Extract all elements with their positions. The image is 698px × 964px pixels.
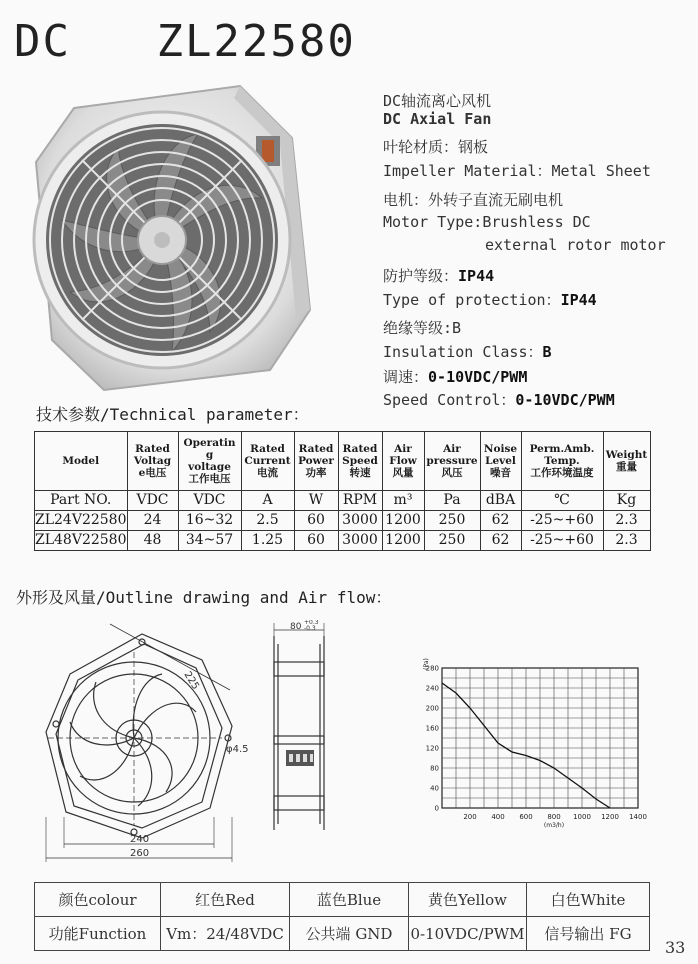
product-title: DC ZL22580 bbox=[14, 16, 356, 67]
unit-cell: m³ bbox=[382, 491, 424, 511]
table-cell: -25~+60 bbox=[521, 531, 603, 551]
outline-heading: 外形及风量/Outline drawing and Air flow： bbox=[16, 588, 392, 607]
speed-en-label: Speed Control： bbox=[383, 391, 516, 409]
header-cell bbox=[294, 432, 338, 491]
header-line: Temp. bbox=[544, 454, 580, 467]
y-tick-label: 80 bbox=[430, 764, 439, 773]
table-cell: 62 bbox=[480, 531, 521, 551]
function-cell: 公共端 GND bbox=[290, 917, 409, 951]
dim-inner: 240 bbox=[130, 834, 150, 845]
table-cell: 2.5 bbox=[241, 511, 294, 531]
header-line: Perm.Amb. bbox=[529, 442, 595, 455]
y-tick-label: 200 bbox=[425, 704, 439, 713]
header-line: 工作环境温度 bbox=[530, 467, 594, 480]
table-cell: ZL48V22580 bbox=[35, 531, 128, 551]
header-line: Power bbox=[298, 454, 334, 467]
dim-diagonal: 225 bbox=[181, 669, 201, 692]
header-line: 噪音 bbox=[490, 467, 511, 480]
table-cell: 1.25 bbox=[241, 531, 294, 551]
y-tick-label: 120 bbox=[425, 744, 439, 753]
speed-cn-value: 0-10VDC/PWM bbox=[428, 368, 528, 386]
insulation-en bbox=[383, 341, 552, 362]
insulation-en-value: B bbox=[542, 343, 552, 361]
page-number: 33 bbox=[665, 938, 686, 957]
table-row bbox=[35, 531, 651, 551]
table-cell: 3000 bbox=[338, 511, 382, 531]
dim-outer: 260 bbox=[130, 848, 150, 859]
header-line: 电流 bbox=[257, 467, 278, 480]
unit-cell: dBA bbox=[480, 491, 521, 511]
protection-cn bbox=[383, 265, 494, 286]
colour-cell: 黄色Yellow bbox=[409, 883, 527, 917]
header-cell bbox=[480, 432, 521, 491]
table-cell: 1200 bbox=[382, 531, 424, 551]
header-line: 工作电压 bbox=[188, 473, 231, 486]
table-cell: 2.3 bbox=[603, 531, 650, 551]
side-outline-drawing bbox=[262, 620, 342, 848]
table-cell: 24 bbox=[127, 511, 178, 531]
header-cell bbox=[338, 432, 382, 491]
tech-heading: 技术参数/Technical parameter： bbox=[36, 405, 309, 424]
header-line: Rated bbox=[298, 442, 334, 455]
protection-en-value: IP44 bbox=[560, 291, 597, 309]
header-cell bbox=[521, 432, 603, 491]
unit-cell: VDC bbox=[178, 491, 241, 511]
technical-parameter-table bbox=[34, 431, 651, 551]
header-line: 重量 bbox=[616, 461, 637, 473]
insulation-cn: 绝缘等级:B bbox=[383, 319, 462, 337]
table-cell: ZL24V22580 bbox=[35, 511, 128, 531]
table-header-row bbox=[35, 432, 651, 491]
protection-en bbox=[383, 289, 597, 310]
header-line: e电压 bbox=[138, 467, 167, 480]
dim-hole: φ4.5 bbox=[226, 744, 249, 755]
header-line: Noise bbox=[483, 442, 518, 455]
dim-depth-tol-minus: -0.3 bbox=[304, 625, 316, 632]
function-cell: 信号输出 FG bbox=[527, 917, 650, 951]
speed-cn bbox=[383, 366, 527, 387]
header-line: Operatin bbox=[183, 436, 236, 449]
x-tick-label: 1200 bbox=[601, 813, 619, 821]
motor-en-1: Motor Type:Brushless DC bbox=[383, 213, 591, 231]
colour-cell: 颜色colour bbox=[35, 883, 161, 917]
colour-cell: 蓝色Blue bbox=[290, 883, 409, 917]
header-cell bbox=[424, 432, 480, 491]
x-tick-label: 800 bbox=[547, 813, 561, 821]
header-line: 风压 bbox=[441, 467, 463, 480]
header-line: Air bbox=[394, 442, 412, 455]
unit-cell: Pa bbox=[424, 491, 480, 511]
unit-cell: W bbox=[294, 491, 338, 511]
unit-cell: RPM bbox=[338, 491, 382, 511]
header-cell bbox=[35, 432, 128, 491]
dim-depth: 80 bbox=[290, 622, 302, 632]
header-line: Level bbox=[485, 454, 516, 467]
x-tick-label: 200 bbox=[463, 813, 477, 821]
table-cell: 62 bbox=[480, 511, 521, 531]
speed-en bbox=[383, 389, 615, 410]
table-cell: 2.3 bbox=[603, 511, 650, 531]
motor-en-2: external rotor motor bbox=[485, 236, 666, 254]
header-cell bbox=[603, 432, 650, 491]
unit-cell: A bbox=[241, 491, 294, 511]
front-outline-drawing bbox=[30, 612, 260, 868]
header-line: voltage bbox=[188, 461, 231, 473]
protection-en-label: Type of protection： bbox=[383, 291, 561, 309]
header-line: Model bbox=[62, 454, 100, 467]
fan-type-cn: DC轴流离心风机 bbox=[383, 92, 492, 110]
unit-cell: Kg bbox=[603, 491, 650, 511]
impeller-cn: 叶轮材质：钢板 bbox=[383, 138, 489, 156]
colour-cell: 红色Red bbox=[161, 883, 290, 917]
header-line: Speed bbox=[342, 454, 378, 467]
table-row bbox=[35, 511, 651, 531]
fan-type-en: DC Axial Fan bbox=[383, 110, 492, 128]
header-line: Rated bbox=[250, 442, 285, 455]
table-cell: 34~57 bbox=[178, 531, 241, 551]
x-axis-label: (m3/h) bbox=[543, 822, 565, 829]
header-line: Rated bbox=[135, 442, 170, 455]
protection-cn-value: IP44 bbox=[458, 267, 495, 285]
airflow-chart bbox=[416, 652, 650, 852]
x-tick-label: 1400 bbox=[629, 813, 647, 821]
motor-cn: 电机：外转子直流无刷电机 bbox=[383, 191, 564, 209]
table-cell: 16~32 bbox=[178, 511, 241, 531]
colour-row bbox=[35, 883, 650, 917]
table-cell: 250 bbox=[424, 511, 480, 531]
fan-photo bbox=[30, 78, 320, 398]
table-cell: 48 bbox=[127, 531, 178, 551]
table-cell: 60 bbox=[294, 511, 338, 531]
table-cell: -25~+60 bbox=[521, 511, 603, 531]
header-line: Flow bbox=[389, 454, 417, 467]
wire-colour-table bbox=[34, 882, 650, 951]
header-line: Current bbox=[244, 454, 291, 467]
y-tick-label: 40 bbox=[430, 784, 439, 793]
x-tick-label: 600 bbox=[519, 813, 533, 821]
header-line: pressure bbox=[426, 454, 478, 467]
y-tick-label: 0 bbox=[434, 804, 439, 813]
dim-depth-tol-plus: +0.3 bbox=[304, 620, 319, 626]
header-line: 功率 bbox=[305, 467, 327, 480]
y-tick-label: 280 bbox=[425, 664, 439, 673]
header-cell bbox=[178, 432, 241, 491]
y-tick-label: 240 bbox=[425, 684, 439, 693]
header-line: Voltag bbox=[133, 454, 172, 467]
insulation-en-label: Insulation Class： bbox=[383, 343, 543, 361]
header-line: 风量 bbox=[392, 467, 414, 480]
unit-cell: Part NO. bbox=[35, 491, 128, 511]
header-line: Weight bbox=[605, 448, 648, 461]
table-unit-row bbox=[35, 491, 651, 511]
y-tick-label: 160 bbox=[425, 724, 439, 733]
protection-cn-label: 防护等级： bbox=[383, 267, 459, 285]
header-cell bbox=[241, 432, 294, 491]
speed-en-value: 0-10VDC/PWM bbox=[515, 391, 615, 409]
unit-cell: ℃ bbox=[521, 491, 603, 511]
header-line: g bbox=[205, 448, 214, 461]
header-cell bbox=[127, 432, 178, 491]
table-cell: 3000 bbox=[338, 531, 382, 551]
y-axis-label: (Pa) bbox=[423, 658, 430, 670]
table-cell: 250 bbox=[424, 531, 480, 551]
header-line: Air bbox=[443, 442, 461, 455]
speed-cn-label: 调速： bbox=[383, 368, 429, 386]
table-cell: 1200 bbox=[382, 511, 424, 531]
function-cell: 0-10VDC/PWM bbox=[409, 917, 527, 951]
header-cell bbox=[382, 432, 424, 491]
impeller-en: Impeller Material：Metal Sheet bbox=[383, 162, 651, 180]
x-tick-label: 1000 bbox=[573, 813, 591, 821]
function-cell: Vm：24/48VDC bbox=[161, 917, 290, 951]
colour-cell: 白色White bbox=[527, 883, 650, 917]
header-line: 转速 bbox=[349, 467, 371, 480]
header-line: Rated bbox=[342, 442, 378, 455]
function-row bbox=[35, 917, 650, 951]
table-cell: 60 bbox=[294, 531, 338, 551]
x-tick-label: 400 bbox=[491, 813, 505, 821]
function-cell: 功能Function bbox=[35, 917, 161, 951]
unit-cell: VDC bbox=[127, 491, 178, 511]
